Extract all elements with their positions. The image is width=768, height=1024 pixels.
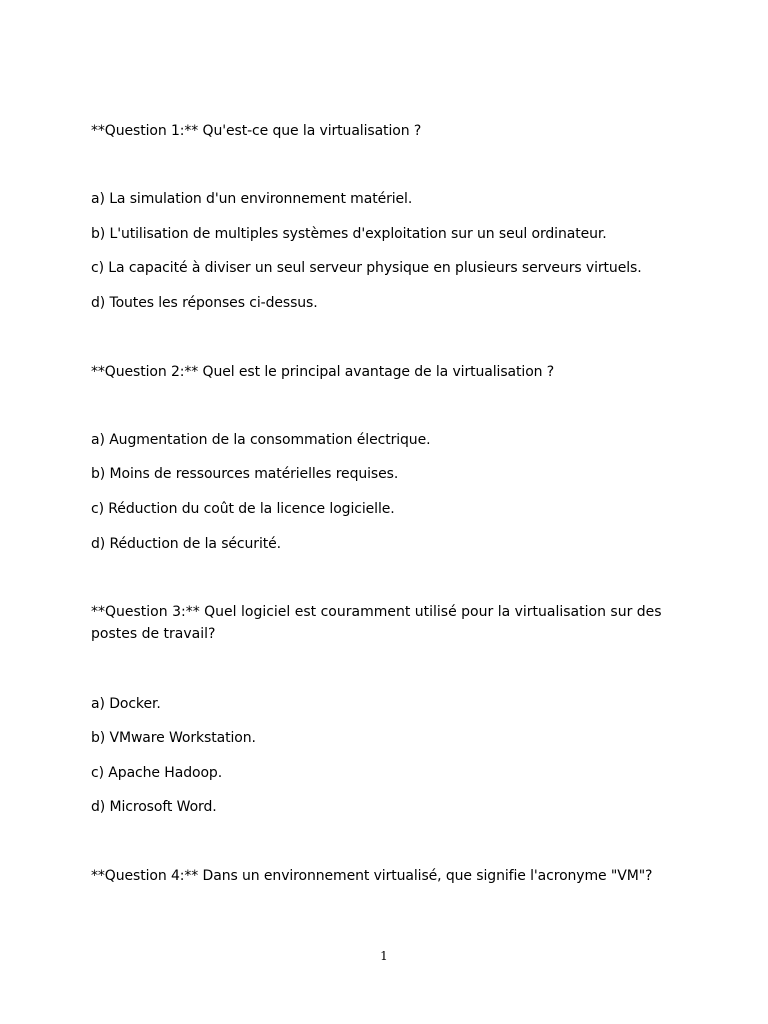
question-3-option-c: c) Apache Hadoop. <box>91 765 223 781</box>
question-4-text: **Question 4:** Dans un environnement virtualisé, que signifie l'acronyme "VM"? <box>91 868 653 884</box>
question-2-text: **Question 2:** Quel est le principal avantage de la virtualisation ? <box>91 364 555 380</box>
question-2-option-a: a) Augmentation de la consommation électrique. <box>91 432 431 448</box>
question-1-option-b: b) L'utilisation de multiples systèmes d'exploitation sur un seul ordinateur. <box>91 226 607 242</box>
question-3-text: **Question 3:** Quel logiciel est couramment utilisé pour la virtualisation sur des postes de travail? <box>91 604 662 642</box>
question-1-option-c: c) La capacité à diviser un seul serveur physique en plusieurs serveurs virtuels. <box>91 260 642 276</box>
question-2-option-d: d) Réduction de la sécurité. <box>91 536 281 552</box>
question-3-option-a: a) Docker. <box>91 696 161 712</box>
page-number: 1 <box>380 949 388 963</box>
question-1-option-d: d) Toutes les réponses ci-dessus. <box>91 295 318 311</box>
question-1-text: **Question 1:** Qu'est-ce que la virtualisation ? <box>91 123 422 139</box>
question-3-option-b: b) VMware Workstation. <box>91 730 256 746</box>
question-2-option-c: c) Réduction du coût de la licence logicielle. <box>91 501 395 517</box>
question-3-option-d: d) Microsoft Word. <box>91 799 217 815</box>
question-1-option-a: a) La simulation d'un environnement matériel. <box>91 191 413 207</box>
question-2-option-b: b) Moins de ressources matérielles requises. <box>91 466 399 482</box>
